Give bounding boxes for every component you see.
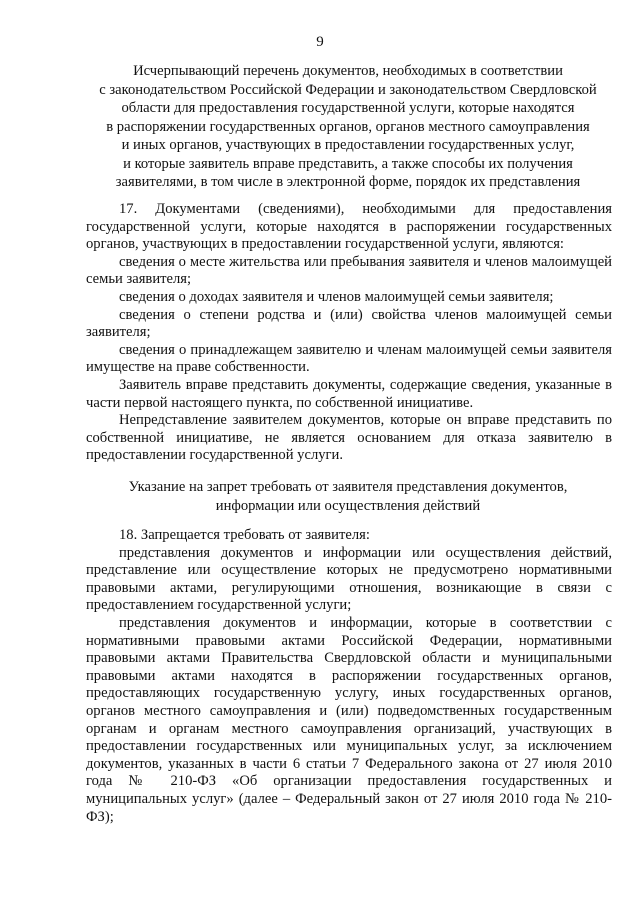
heading-line: области для предоставления государственной услуги, которые находятся (121, 100, 575, 116)
section-heading-documents-list (85, 62, 611, 192)
heading-line: и которые заявитель вправе представить, а также способы их получения (123, 155, 573, 172)
heading-line: Исчерпывающий перечень документов, необходимых в соответствии (133, 63, 563, 79)
paragraph: 17. Документами (сведениями), необходимыми для предоставления государственной услуги, которые находятся в распоряжении государственных органов, участвующих в предоставлении государственной услуги, являются: (86, 201, 612, 253)
heading-line: заявителями, в том числе в электронной форме, порядок их представления (115, 174, 581, 190)
paragraph: сведения о доходах заявителя и членов малоимущей семьи заявителя; (119, 288, 554, 305)
heading-line: с законодательством Российской Федерации и законодательством Свердловской (99, 81, 597, 98)
paragraph: представления документов и информации или осуществления действий, представление или осуществление которых не предусмотрено нормативными правовыми актами, регулирующими отношения, возникающие в связи с предоставлением государственной услуги; (86, 544, 612, 614)
paragraph: представления документов и информации, которые в соответствии с нормативными правовыми актами Российской Федерации, нормативными правовыми актами Правительства Свердловской области и муниципальными правовыми актами находятся в распоряжении государственных органов, предоставляющих государственную услугу, иных государственных органов, органов местного самоуправления и (или) подведомственных государственным органам и органам местного самоуправления организаций, участвующих в предоставлении государственных или муниципальных услуг, за исключением документов, указанных в части 6 статьи 7 Федерального закона от 27 июля 2010 года № 210-ФЗ «Об организации предоставления государственных и муниципальных услуг» (далее – Федеральный закон от 27 июля 2010 года № 210-ФЗ); (86, 614, 612, 825)
section-heading-prohibition (85, 478, 611, 515)
page-number: 9 (316, 34, 324, 50)
heading-line: информации или осуществления действий (215, 497, 481, 514)
section-18 (86, 527, 612, 826)
paragraph: Заявитель вправе представить документы, содержащие сведения, указанные в части первой настоящего пункта, по собственной инициативе. (86, 376, 612, 411)
paragraph: сведения о месте жительства или пребывания заявителя и членов малоимущей семьи заявителя; (86, 253, 612, 288)
paragraph: сведения о принадлежащем заявителю и членам малоимущей семьи заявителя имуществе на праве собственности. (86, 341, 612, 376)
paragraph: сведения о степени родства и (или) свойства членов малоимущей семьи заявителя; (86, 306, 612, 341)
paragraph: 18. Запрещается требовать от заявителя: (119, 527, 370, 543)
heading-line: в распоряжении государственных органов, органов местного самоуправления (106, 118, 590, 135)
section-17 (86, 201, 612, 465)
heading-line: и иных органов, участвующих в предоставлении государственных услуг, (121, 137, 575, 153)
paragraph: Непредставление заявителем документов, которые он вправе представить по собственной инициативе, не является основанием для отказа заявителю в предоставлении государственной услуги. (86, 412, 612, 464)
heading-line: Указание на запрет требовать от заявителя представления документов, (128, 479, 568, 495)
